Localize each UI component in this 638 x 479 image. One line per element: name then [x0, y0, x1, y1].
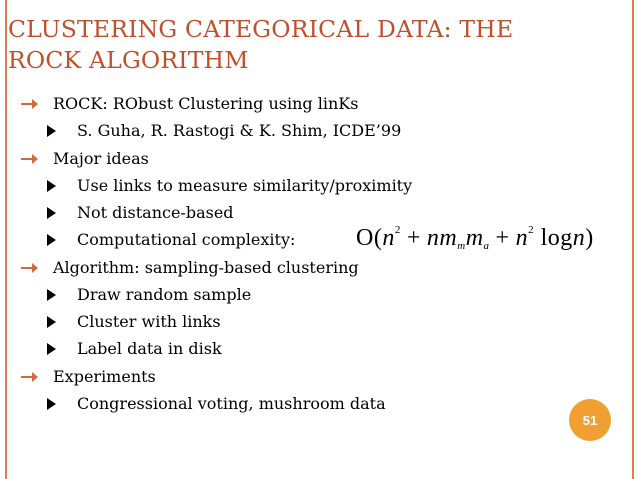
title-line-1: CLUSTERING CATEGORICAL DATA: THE: [8, 15, 514, 43]
arrow-bullet-icon: [21, 376, 34, 378]
list-item: Major ideas: [53, 149, 149, 168]
triangle-bullet-icon: [47, 180, 56, 192]
page-number-badge: 51: [569, 399, 611, 441]
triangle-bullet-icon: [47, 207, 56, 219]
list-item: Cluster with links: [77, 312, 221, 331]
triangle-bullet-icon: [47, 125, 56, 137]
list-item: Algorithm: sampling-based clustering: [53, 258, 359, 277]
right-accent-rule: [632, 0, 634, 479]
complexity-formula: $O(n^2 + nm_mm_a + n^2$ logn): [356, 224, 594, 252]
list-item: Computational complexity:: [77, 230, 296, 249]
list-item: Label data in disk: [77, 339, 222, 358]
list-item: Congressional voting, mushroom data: [77, 394, 386, 413]
list-item: Experiments: [53, 367, 156, 386]
list-item: Not distance-based: [77, 203, 234, 222]
arrow-bullet-icon: [21, 158, 34, 160]
slide-title: [8, 14, 608, 76]
list-item: Use links to measure similarity/proximity: [77, 176, 413, 195]
triangle-bullet-icon: [47, 398, 56, 410]
title-line-2: ROCK ALGORITHM: [8, 46, 249, 74]
triangle-bullet-icon: [47, 234, 56, 246]
triangle-bullet-icon: [47, 343, 56, 355]
list-item: Draw random sample: [77, 285, 252, 304]
arrow-bullet-icon: [21, 103, 34, 105]
triangle-bullet-icon: [47, 289, 56, 301]
left-accent-rule: [5, 0, 7, 479]
list-item: ROCK: RObust Clustering using linKs: [53, 94, 359, 113]
arrow-bullet-icon: [21, 267, 34, 269]
triangle-bullet-icon: [47, 316, 56, 328]
list-item: S. Guha, R. Rastogi & K. Shim, ICDE’99: [77, 121, 402, 140]
